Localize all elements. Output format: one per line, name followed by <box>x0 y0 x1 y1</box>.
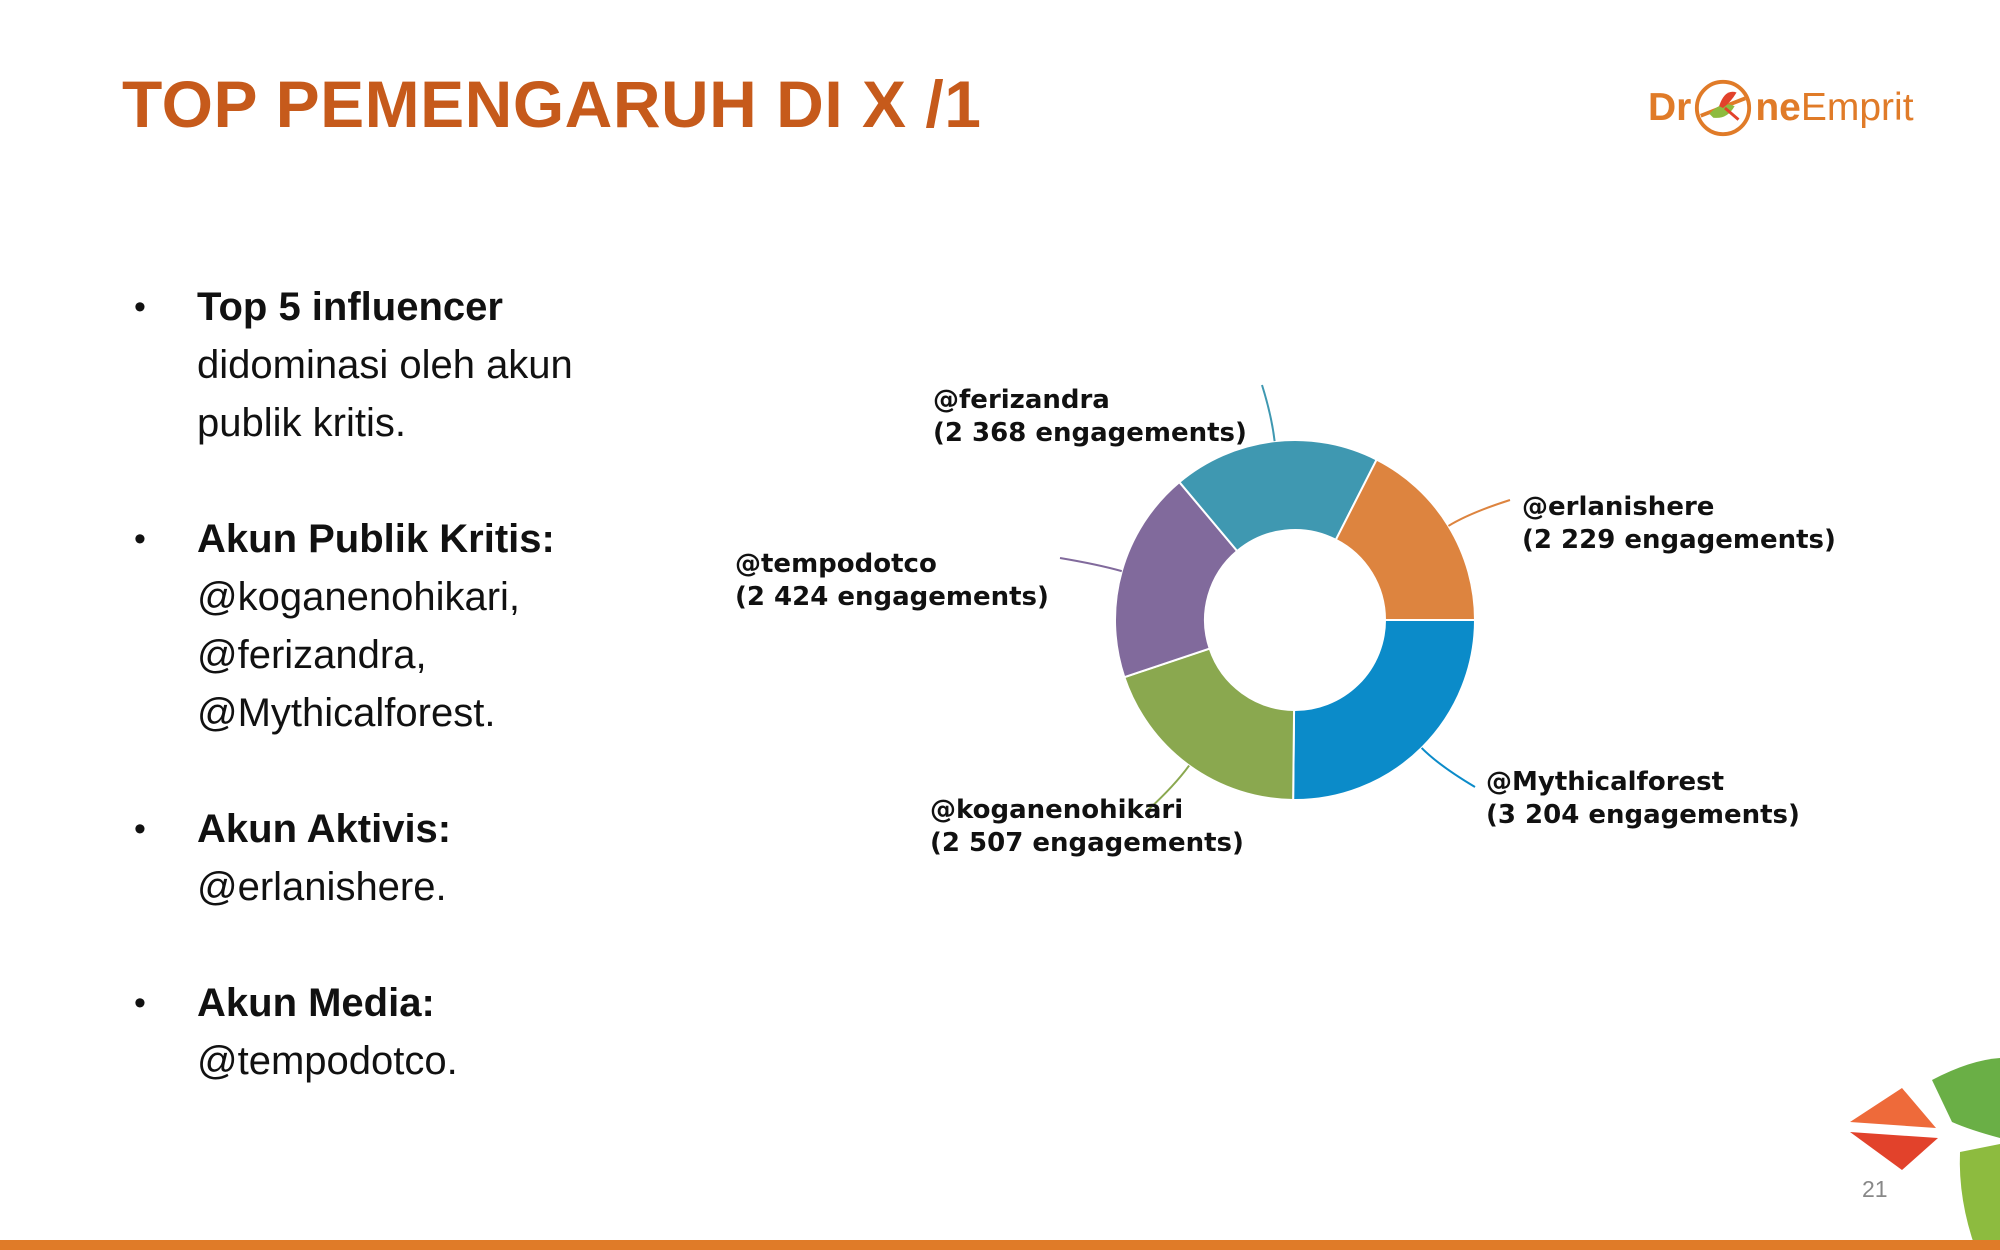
slice-label-name: @erlanishere <box>1522 492 1715 522</box>
bullet-dot: • <box>134 810 146 848</box>
slice-label-value: (2 507 engagements) <box>930 828 1244 858</box>
bullet-dot: • <box>134 520 146 558</box>
drone-bird-icon <box>1692 77 1754 139</box>
donut-slice-mythicalforest <box>1293 620 1475 800</box>
bullet-heading: Akun Aktivis: <box>197 807 452 851</box>
slice-label-value: (2 229 engagements) <box>1522 525 1836 555</box>
bullet-text: @tempodotco. <box>197 1039 458 1083</box>
bullet-heading: Akun Media: <box>197 981 435 1025</box>
callout-line <box>1060 558 1122 571</box>
bullet-text: @koganenohikari, @ferizandra, @Mythicalforest. <box>197 575 521 735</box>
engagement-donut-chart <box>720 360 1860 920</box>
bullet-akun-aktivis <box>130 800 690 916</box>
bullet-dot: • <box>134 288 146 326</box>
bullet-text: @erlanishere. <box>197 865 447 909</box>
bottom-accent-bar <box>0 1240 2000 1250</box>
callout-line <box>1422 748 1475 787</box>
bullet-heading: Akun Publik Kritis: <box>197 517 555 561</box>
slide-title: TOP PEMENGARUH DI X /1 <box>122 67 982 141</box>
bullet-text: didominasi oleh akun publik kritis. <box>197 343 573 445</box>
drone-emprit-logo <box>1648 68 1918 148</box>
logo-text-emprit: Emprit <box>1800 86 1914 129</box>
slice-label-name: @tempodotco <box>735 549 937 579</box>
bullet-top-influencer <box>130 278 690 452</box>
logo-text-dr: Dr <box>1648 86 1692 129</box>
bullet-akun-media <box>130 974 690 1090</box>
donut-chart-svg <box>720 360 1860 920</box>
slice-label-value: (2 424 engagements) <box>735 582 1049 612</box>
slice-label-name: @Mythicalforest <box>1486 767 1725 797</box>
donut-slice-koganenohikari <box>1124 649 1294 800</box>
bullet-akun-publik-kritis <box>130 510 690 742</box>
slice-label-name: @ferizandra <box>933 385 1110 415</box>
slice-label-value: (2 368 engagements) <box>933 418 1247 448</box>
callout-line <box>1262 385 1275 441</box>
bullet-list <box>130 278 690 1148</box>
corner-decoration <box>1840 1050 2000 1250</box>
page-number: 21 <box>1862 1176 1888 1202</box>
slice-label-value: (3 204 engagements) <box>1486 800 1800 830</box>
slice-label-name: @koganenohikari <box>930 795 1184 825</box>
bullet-heading: Top 5 influencer <box>197 285 503 329</box>
callout-line <box>1448 500 1510 526</box>
logo-text-ne: ne <box>1755 86 1801 129</box>
bullet-dot: • <box>134 984 146 1022</box>
